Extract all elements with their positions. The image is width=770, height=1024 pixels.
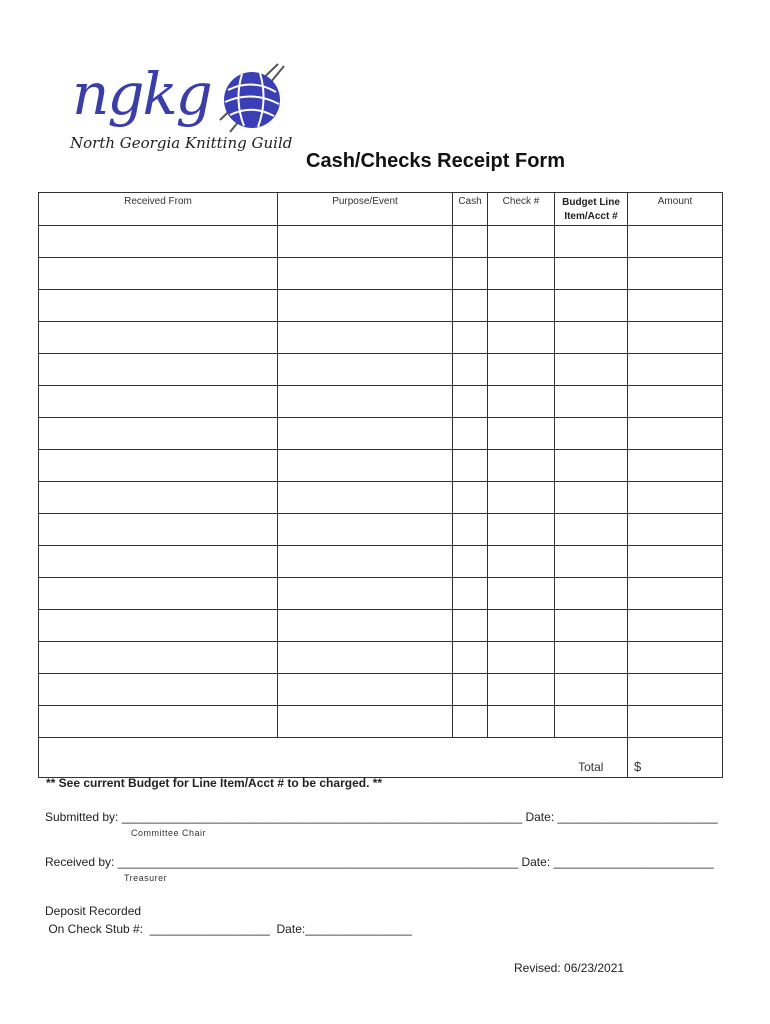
total-row: [39, 738, 723, 778]
table-row: [39, 674, 723, 706]
table-row: [39, 578, 723, 610]
cash-cell[interactable]: [453, 578, 488, 610]
check-stub-line[interactable]: On Check Stub #: __________________ Date:________________: [45, 922, 412, 936]
check-number-cell[interactable]: [488, 354, 555, 386]
purpose-event-cell[interactable]: [278, 354, 453, 386]
purpose-event-cell[interactable]: [278, 450, 453, 482]
received-from-cell[interactable]: [39, 226, 278, 258]
budget-line-cell[interactable]: [555, 354, 628, 386]
purpose-event-cell[interactable]: [278, 610, 453, 642]
check-number-cell[interactable]: [488, 546, 555, 578]
budget-note: ** See current Budget for Line Item/Acct # to be charged. **: [46, 776, 383, 790]
submitted-by-line[interactable]: Submitted by: ____________________________________________________________ Date: ________________________: [45, 810, 718, 824]
table-row: [39, 226, 723, 258]
cash-cell[interactable]: [453, 226, 488, 258]
budget-line-cell[interactable]: [555, 322, 628, 354]
cash-cell[interactable]: [453, 258, 488, 290]
budget-line-cell[interactable]: [555, 546, 628, 578]
header-cash: Cash: [453, 193, 488, 226]
cash-cell[interactable]: [453, 642, 488, 674]
purpose-event-cell[interactable]: [278, 418, 453, 450]
received-from-cell[interactable]: [39, 418, 278, 450]
purpose-event-cell[interactable]: [278, 482, 453, 514]
amount-cell[interactable]: [628, 226, 723, 258]
budget-line-cell[interactable]: [555, 482, 628, 514]
amount-cell[interactable]: [628, 514, 723, 546]
yarn-ball-icon: [212, 60, 292, 140]
total-label: Total: [555, 738, 628, 778]
check-number-cell[interactable]: [488, 418, 555, 450]
header-amount: Amount: [628, 193, 723, 226]
cash-cell[interactable]: [453, 610, 488, 642]
budget-line-cell[interactable]: [555, 226, 628, 258]
received-from-cell[interactable]: [39, 674, 278, 706]
total-spacer-cell: [39, 738, 555, 778]
amount-cell[interactable]: [628, 610, 723, 642]
amount-cell[interactable]: [628, 546, 723, 578]
cash-cell[interactable]: [453, 546, 488, 578]
check-number-cell[interactable]: [488, 514, 555, 546]
table-row: [39, 546, 723, 578]
table-row: [39, 706, 723, 738]
table-row: [39, 610, 723, 642]
budget-line-cell[interactable]: [555, 706, 628, 738]
deposit-recorded-label: Deposit Recorded: [45, 904, 142, 918]
amount-cell[interactable]: [628, 706, 723, 738]
check-number-cell[interactable]: [488, 226, 555, 258]
budget-line-cell[interactable]: [555, 450, 628, 482]
amount-cell[interactable]: [628, 290, 723, 322]
table-row: [39, 642, 723, 674]
check-number-cell[interactable]: [488, 674, 555, 706]
table-row: [39, 450, 723, 482]
cash-cell[interactable]: [453, 514, 488, 546]
check-number-cell[interactable]: [488, 290, 555, 322]
check-number-cell[interactable]: [488, 642, 555, 674]
amount-cell[interactable]: [628, 674, 723, 706]
cash-cell[interactable]: [453, 386, 488, 418]
table-row: [39, 386, 723, 418]
check-number-cell[interactable]: [488, 578, 555, 610]
cash-cell[interactable]: [453, 322, 488, 354]
amount-cell[interactable]: [628, 258, 723, 290]
header-purpose-event: Purpose/Event: [278, 193, 453, 226]
amount-cell[interactable]: [628, 322, 723, 354]
purpose-event-cell[interactable]: [278, 322, 453, 354]
amount-cell[interactable]: [628, 450, 723, 482]
amount-cell[interactable]: [628, 354, 723, 386]
table-row: [39, 482, 723, 514]
logo-script-text: ngkg: [72, 60, 211, 128]
check-number-cell[interactable]: [488, 450, 555, 482]
check-number-cell[interactable]: [488, 482, 555, 514]
received-from-cell[interactable]: [39, 482, 278, 514]
table-row: [39, 514, 723, 546]
purpose-event-cell[interactable]: [278, 706, 453, 738]
purpose-event-cell[interactable]: [278, 386, 453, 418]
check-number-cell[interactable]: [488, 386, 555, 418]
received-from-cell[interactable]: [39, 354, 278, 386]
purpose-event-cell[interactable]: [278, 514, 453, 546]
received-from-cell[interactable]: [39, 610, 278, 642]
purpose-event-cell[interactable]: [278, 290, 453, 322]
purpose-event-cell[interactable]: [278, 674, 453, 706]
received-from-cell[interactable]: [39, 290, 278, 322]
table-row: [39, 418, 723, 450]
cash-cell[interactable]: [453, 674, 488, 706]
received-from-cell[interactable]: [39, 258, 278, 290]
received-from-cell[interactable]: [39, 386, 278, 418]
amount-cell[interactable]: [628, 578, 723, 610]
cash-cell[interactable]: [453, 482, 488, 514]
received-from-cell[interactable]: [39, 322, 278, 354]
cash-cell[interactable]: [453, 290, 488, 322]
purpose-event-cell[interactable]: [278, 642, 453, 674]
budget-line-cell[interactable]: [555, 610, 628, 642]
header-check-number: Check #: [488, 193, 555, 226]
amount-cell[interactable]: [628, 418, 723, 450]
check-number-cell[interactable]: [488, 610, 555, 642]
budget-line-cell[interactable]: [555, 578, 628, 610]
table-row: [39, 290, 723, 322]
received-from-cell[interactable]: [39, 642, 278, 674]
logo-guild-name: North Georgia Knitting Guild: [70, 134, 293, 152]
received-from-cell[interactable]: [39, 578, 278, 610]
amount-cell[interactable]: [628, 386, 723, 418]
committee-chair-label: Committee Chair: [131, 828, 207, 838]
purpose-event-cell[interactable]: [278, 578, 453, 610]
purpose-event-cell[interactable]: [278, 546, 453, 578]
purpose-event-cell[interactable]: [278, 226, 453, 258]
received-by-line[interactable]: Received by: ____________________________________________________________ Date: ________________________: [45, 855, 714, 869]
guild-logo: [62, 38, 292, 168]
treasurer-label: Treasurer: [124, 873, 168, 883]
table-row: [39, 322, 723, 354]
received-from-cell[interactable]: [39, 450, 278, 482]
cash-cell[interactable]: [453, 354, 488, 386]
form-title: Cash/Checks Receipt Form: [306, 150, 565, 172]
amount-cell[interactable]: [628, 482, 723, 514]
cash-cell[interactable]: [453, 450, 488, 482]
check-number-cell[interactable]: [488, 258, 555, 290]
budget-line-cell[interactable]: [555, 258, 628, 290]
purpose-event-cell[interactable]: [278, 258, 453, 290]
received-from-cell[interactable]: [39, 706, 278, 738]
table-header-row: [39, 193, 723, 226]
check-number-cell[interactable]: [488, 322, 555, 354]
cash-cell[interactable]: [453, 418, 488, 450]
header-budget-line: Budget Line Item/Acct #: [555, 193, 628, 226]
table-row: [39, 258, 723, 290]
table-row: [39, 354, 723, 386]
cash-cell[interactable]: [453, 706, 488, 738]
check-number-cell[interactable]: [488, 706, 555, 738]
received-from-cell[interactable]: [39, 514, 278, 546]
receipt-table: [38, 192, 723, 778]
budget-line-cell[interactable]: [555, 418, 628, 450]
budget-line-cell[interactable]: [555, 642, 628, 674]
budget-line-cell[interactable]: [555, 290, 628, 322]
received-from-cell[interactable]: [39, 546, 278, 578]
amount-cell[interactable]: [628, 642, 723, 674]
budget-line-cell[interactable]: [555, 674, 628, 706]
revised-date: Revised: 06/23/2021: [514, 961, 625, 975]
budget-line-cell[interactable]: [555, 386, 628, 418]
header-received-from: Received From: [39, 193, 278, 226]
total-amount-field[interactable]: $: [628, 738, 723, 778]
budget-line-cell[interactable]: [555, 514, 628, 546]
